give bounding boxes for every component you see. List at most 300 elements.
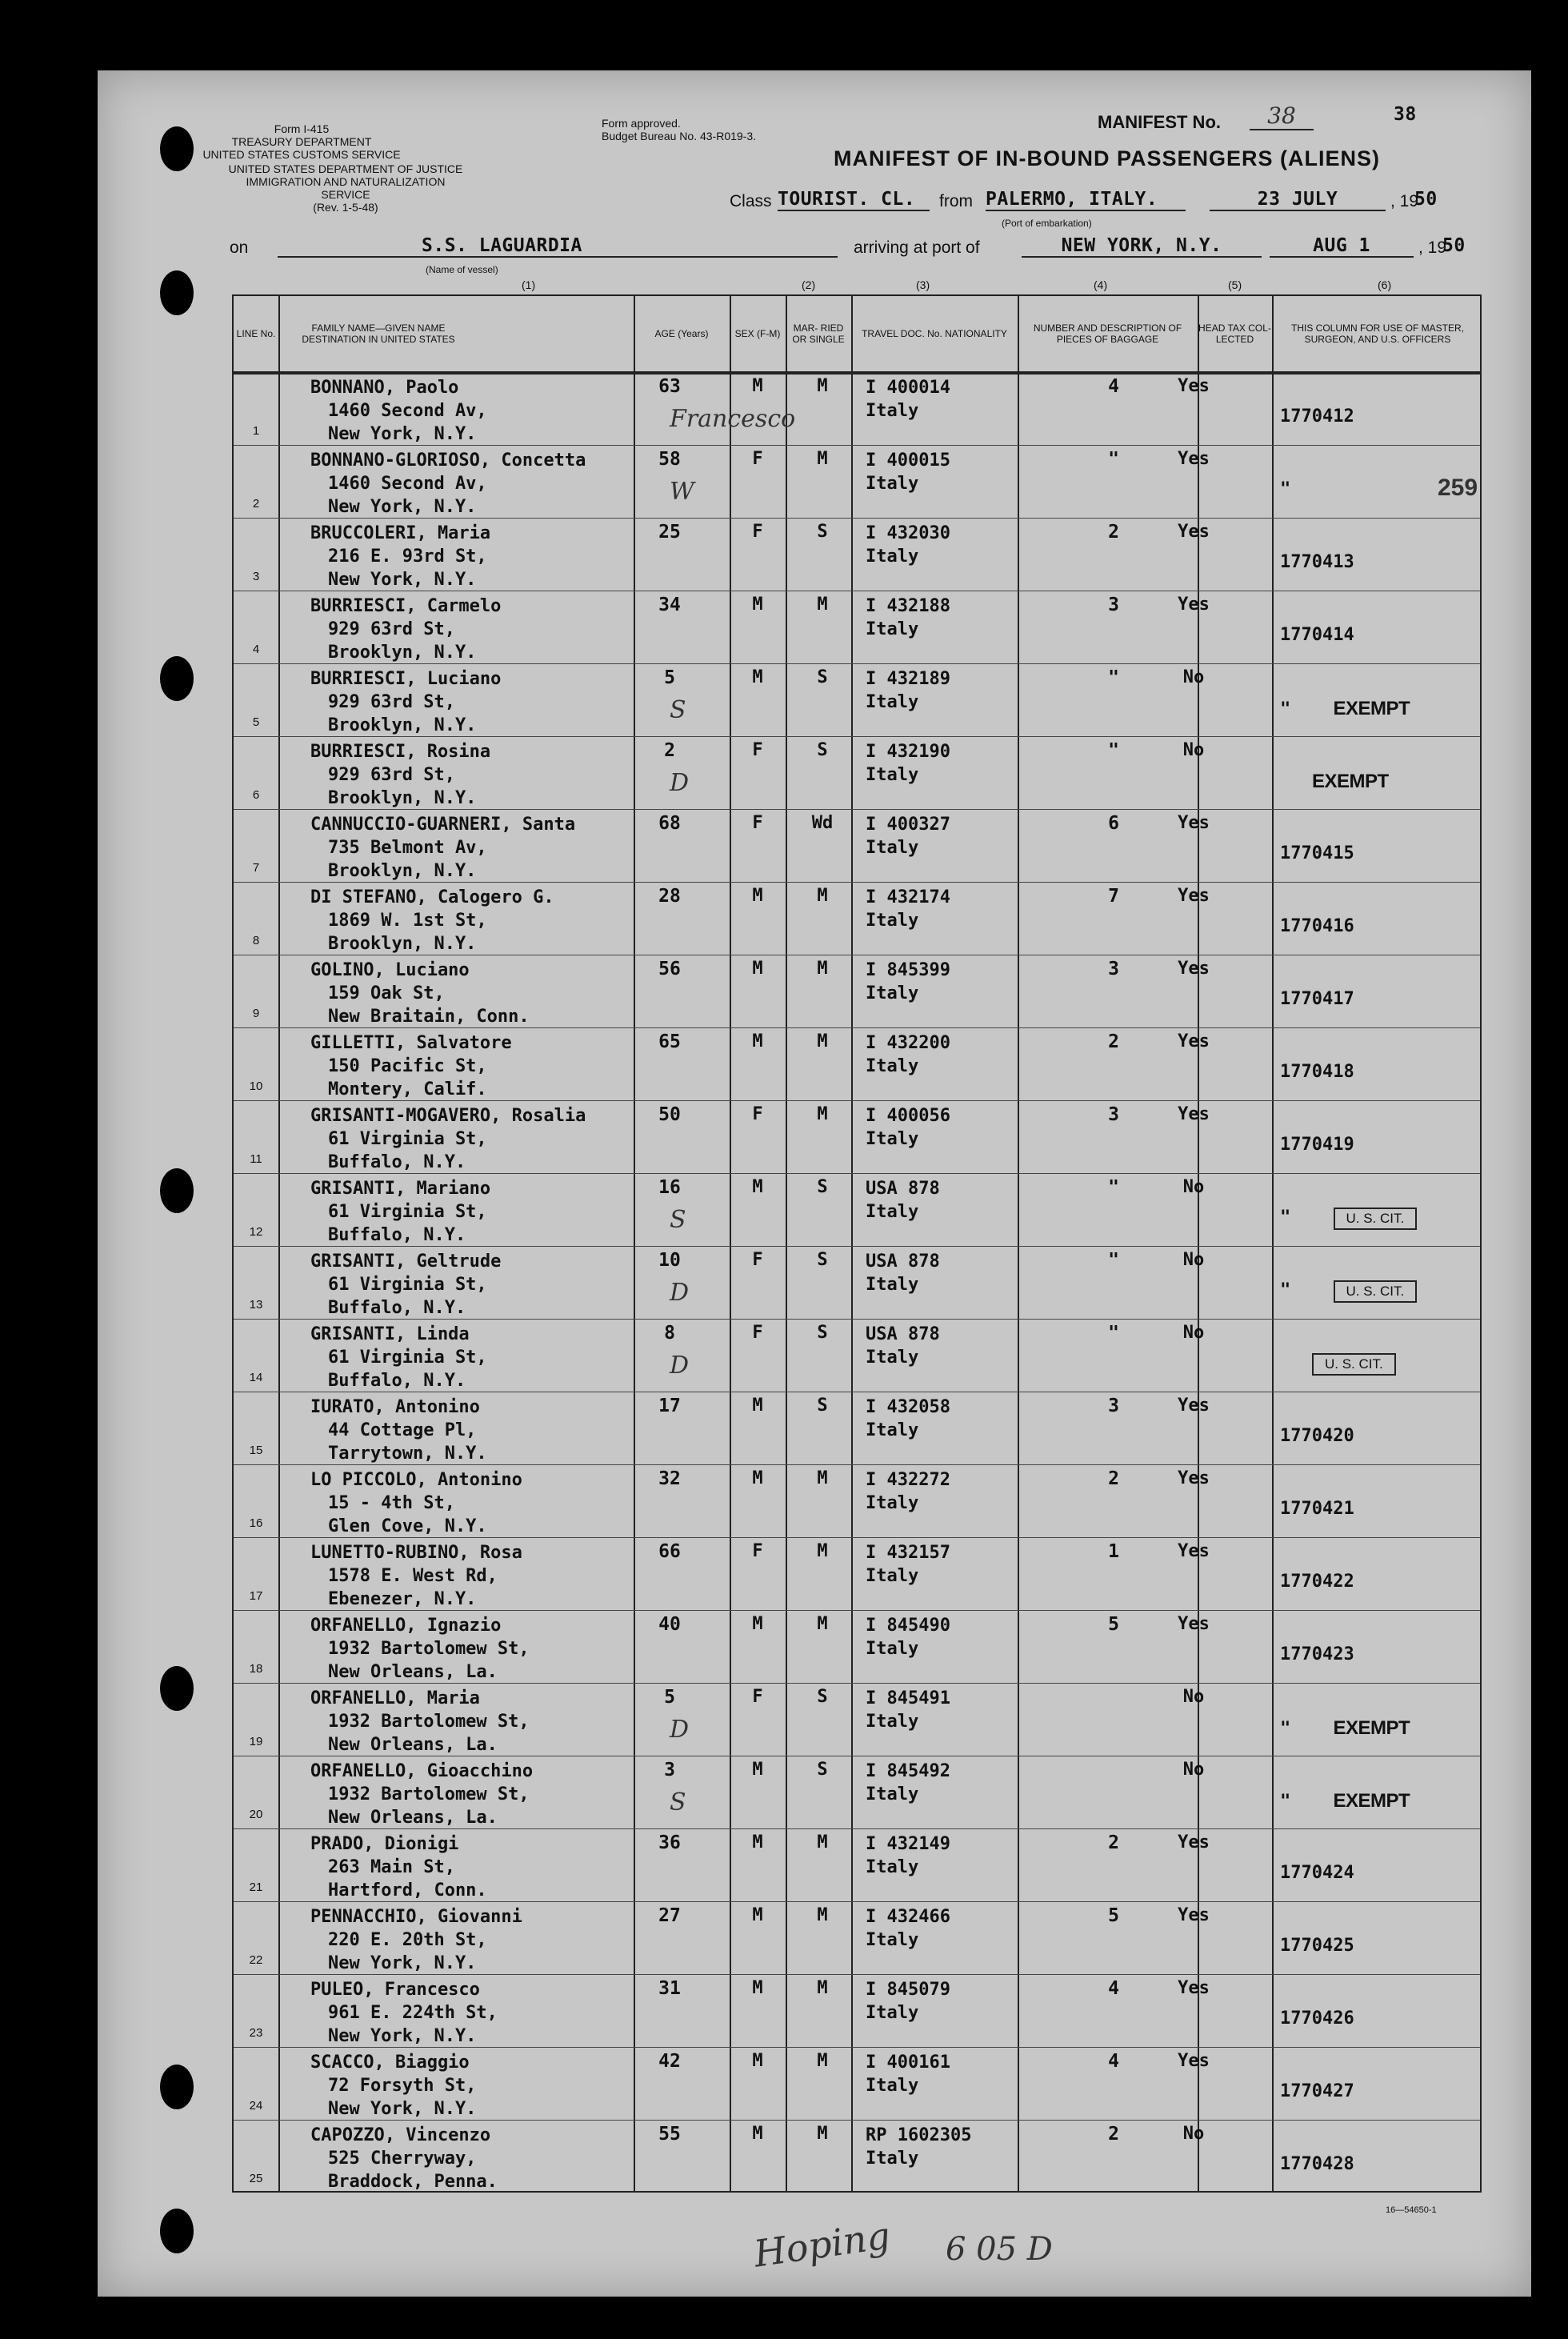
passenger-name-block bbox=[310, 1832, 487, 1902]
line-number: 23 bbox=[249, 2026, 263, 2040]
passenger-name-block bbox=[310, 1468, 522, 1538]
row-divider bbox=[234, 736, 1480, 737]
marital-status: M bbox=[817, 376, 828, 396]
passenger-name: BONNANO-GLORIOSO, Concetta bbox=[310, 451, 586, 471]
class-label: Class bbox=[730, 192, 772, 210]
row-divider bbox=[234, 1828, 1480, 1829]
header-baggage: NUMBER AND DESCRIPTION OF PIECES OF BAGGAGE bbox=[1033, 322, 1182, 345]
table-row bbox=[234, 1394, 1480, 1467]
passenger-name-block bbox=[310, 1760, 533, 1829]
embark-year-prefix: , 19 bbox=[1390, 192, 1419, 210]
travel-doc bbox=[866, 449, 950, 495]
sex: M bbox=[752, 1760, 763, 1780]
nationality: Italy bbox=[866, 1566, 919, 1586]
baggage-count: 3 bbox=[1108, 595, 1119, 615]
passenger-name-block bbox=[310, 1687, 530, 1756]
travel-doc-number: I 432149 bbox=[866, 1834, 950, 1854]
address-street: 61 Virginia St, bbox=[328, 1129, 487, 1149]
baggage-count: " bbox=[1108, 667, 1119, 688]
passenger-name: BURRIESCI, Carmelo bbox=[310, 596, 502, 616]
age: 34 bbox=[658, 595, 681, 615]
marital-status: S bbox=[817, 740, 828, 760]
address-street: 220 E. 20th St, bbox=[328, 1930, 487, 1950]
line-number: 7 bbox=[252, 861, 260, 875]
embark-port: PALERMO, ITALY. bbox=[986, 189, 1186, 211]
marital-status: S bbox=[817, 1177, 828, 1197]
nationality: Italy bbox=[866, 1930, 919, 1950]
address-city: Tarrytown, N.Y. bbox=[328, 1444, 487, 1464]
status-stamp: U. S. CIT. bbox=[1334, 1280, 1418, 1303]
travel-doc bbox=[866, 1104, 950, 1151]
footer-note: 6 05 D bbox=[946, 2231, 1053, 2268]
nationality: Italy bbox=[866, 2076, 919, 2096]
age: 55 bbox=[658, 2124, 681, 2145]
marital-status: M bbox=[817, 1541, 828, 1561]
nationality: Italy bbox=[866, 983, 919, 1003]
passenger-name: GRISANTI, Mariano bbox=[310, 1179, 491, 1199]
head-tax: Yes bbox=[1178, 1614, 1210, 1634]
marital-status: S bbox=[817, 1687, 828, 1707]
baggage-count: 3 bbox=[1108, 1396, 1119, 1416]
line-number: 12 bbox=[249, 1225, 263, 1239]
passenger-name: DI STEFANO, Calogero G. bbox=[310, 887, 554, 907]
passenger-name: BURRIESCI, Rosina bbox=[310, 742, 491, 762]
address-city: Brooklyn, N.Y. bbox=[328, 788, 477, 808]
baggage-count: 3 bbox=[1108, 1104, 1119, 1125]
table-row bbox=[234, 1103, 1480, 1176]
passenger-name-block bbox=[310, 813, 575, 883]
head-tax: Yes bbox=[1178, 813, 1210, 833]
travel-doc bbox=[866, 1614, 950, 1660]
address-city: Buffalo, N.Y. bbox=[328, 1152, 466, 1172]
binder-hole bbox=[160, 1666, 194, 1711]
baggage-count: " bbox=[1108, 449, 1119, 470]
address-street: 150 Pacific St, bbox=[328, 1056, 487, 1076]
row-divider bbox=[234, 1683, 1480, 1684]
address-city: New Orleans, La. bbox=[328, 1662, 498, 1682]
officer-number: 1770428 bbox=[1280, 2154, 1354, 2174]
nationality: Italy bbox=[866, 1056, 919, 1076]
address-city: Brooklyn, N.Y. bbox=[328, 715, 477, 735]
travel-doc bbox=[866, 2124, 971, 2170]
travel-doc bbox=[866, 595, 950, 641]
embark-date: 23 JULY bbox=[1210, 189, 1386, 211]
binder-hole bbox=[160, 2209, 194, 2253]
nationality: Italy bbox=[866, 1129, 919, 1149]
handwritten-mark: D bbox=[670, 1352, 690, 1380]
travel-doc-number: USA 878 bbox=[866, 1252, 940, 1272]
table-row bbox=[234, 1321, 1480, 1394]
travel-doc bbox=[866, 376, 950, 423]
marital-status: S bbox=[817, 1250, 828, 1270]
passenger-name-block bbox=[310, 1541, 522, 1611]
marital-status: M bbox=[817, 1832, 828, 1852]
status-stamp: U. S. CIT. bbox=[1334, 1208, 1418, 1230]
head-tax: Yes bbox=[1178, 959, 1210, 979]
table-row bbox=[234, 374, 1480, 447]
travel-doc bbox=[866, 667, 950, 714]
marital-status: S bbox=[817, 1323, 828, 1343]
passenger-name: BRUCCOLERI, Maria bbox=[310, 523, 491, 543]
row-divider bbox=[234, 663, 1480, 664]
marital-status: M bbox=[817, 2124, 828, 2144]
row-divider bbox=[234, 1246, 1480, 1247]
travel-doc bbox=[866, 1250, 940, 1296]
arrival-port: NEW YORK, N.Y. bbox=[1022, 235, 1262, 258]
baggage-count: 3 bbox=[1108, 959, 1119, 979]
sex: F bbox=[752, 1250, 763, 1270]
sex: F bbox=[752, 1323, 763, 1343]
address-city: Buffalo, N.Y. bbox=[328, 1225, 466, 1245]
address-street: 961 E. 224th St, bbox=[328, 2003, 498, 2023]
baggage-count: " bbox=[1108, 740, 1119, 761]
line-number: 25 bbox=[249, 2172, 263, 2185]
passenger-table bbox=[232, 294, 1482, 2193]
address-city: New Braitain, Conn. bbox=[328, 1007, 530, 1027]
passenger-name: GOLINO, Luciano bbox=[310, 960, 470, 980]
vessel-caption: (Name of vessel) bbox=[426, 264, 498, 275]
officer-column bbox=[1234, 1135, 1474, 1155]
sex: M bbox=[752, 667, 763, 687]
binder-hole bbox=[160, 2065, 194, 2109]
line-number: 10 bbox=[249, 1079, 263, 1093]
officer-column bbox=[1234, 1790, 1474, 1812]
status-stamp: EXEMPT bbox=[1333, 1790, 1410, 1812]
nationality: Italy bbox=[866, 474, 919, 494]
travel-doc bbox=[866, 1978, 950, 2025]
header-line-no: LINE No. bbox=[236, 328, 276, 339]
baggage-count: 4 bbox=[1108, 2051, 1119, 2072]
table-row bbox=[234, 1176, 1480, 1248]
line-number: 11 bbox=[250, 1152, 262, 1166]
age: 50 bbox=[658, 1104, 681, 1125]
age: 17 bbox=[658, 1396, 681, 1416]
line-number: 9 bbox=[252, 1007, 260, 1020]
row-divider bbox=[234, 1974, 1480, 1975]
passenger-name: PENNACCHIO, Giovanni bbox=[310, 1907, 522, 1927]
address-street: 1932 Bartolomew St, bbox=[328, 1639, 530, 1659]
passenger-name-block bbox=[310, 595, 501, 664]
sex: M bbox=[752, 2124, 763, 2144]
age: 36 bbox=[658, 1832, 681, 1853]
sex: M bbox=[752, 1177, 763, 1197]
travel-doc-number: I 432174 bbox=[866, 887, 950, 907]
officer-column bbox=[1234, 843, 1474, 863]
travel-doc-number: I 400015 bbox=[866, 451, 950, 471]
handwritten-mark: Francesco bbox=[670, 405, 796, 433]
handwritten-mark: S bbox=[670, 696, 686, 724]
head-tax: No bbox=[1182, 2124, 1205, 2144]
binder-hole bbox=[160, 270, 194, 315]
port-embark-caption: (Port of embarkation) bbox=[1002, 218, 1092, 229]
officer-number: 1770427 bbox=[1280, 2081, 1354, 2101]
sex: M bbox=[752, 1905, 763, 1925]
nationality: Italy bbox=[866, 2149, 919, 2169]
baggage-count: 5 bbox=[1108, 1614, 1119, 1635]
nationality: Italy bbox=[866, 2003, 919, 2023]
table-row bbox=[234, 2049, 1480, 2122]
manifest-no-typed: 38 bbox=[1394, 104, 1417, 125]
officer-number: 1770414 bbox=[1280, 625, 1354, 645]
table-row bbox=[234, 447, 1480, 520]
marital-status: S bbox=[817, 1760, 828, 1780]
budget-bureau: Budget Bureau No. 43-R019-3. bbox=[602, 130, 757, 142]
line-number: 13 bbox=[249, 1298, 263, 1312]
line-number: 20 bbox=[249, 1808, 263, 1821]
officer-number: " bbox=[1280, 1792, 1291, 1812]
nationality: Italy bbox=[866, 692, 919, 712]
line-number: 16 bbox=[249, 1516, 263, 1530]
line-number: 22 bbox=[249, 1953, 263, 1967]
travel-doc-number: I 400161 bbox=[866, 2053, 950, 2073]
travel-doc-number: I 432188 bbox=[866, 596, 950, 616]
row-divider bbox=[234, 1901, 1480, 1902]
baggage-count: 4 bbox=[1108, 376, 1119, 397]
passenger-name: GRISANTI, Geltrude bbox=[310, 1252, 502, 1272]
head-tax: No bbox=[1182, 1687, 1205, 1707]
baggage-count: 2 bbox=[1108, 2124, 1119, 2145]
row-divider bbox=[234, 445, 1480, 446]
table-row bbox=[234, 1977, 1480, 2049]
travel-doc-number: USA 878 bbox=[866, 1179, 940, 1199]
officer-column bbox=[1234, 698, 1474, 720]
passenger-name-block bbox=[310, 740, 490, 810]
table-row bbox=[234, 666, 1480, 739]
travel-doc-number: I 400014 bbox=[866, 378, 950, 398]
age: 40 bbox=[658, 1614, 681, 1635]
travel-doc bbox=[866, 1760, 950, 1806]
travel-doc-number: I 432189 bbox=[866, 669, 950, 689]
justice-block bbox=[226, 162, 466, 214]
marital-status: M bbox=[817, 1468, 828, 1488]
table-row bbox=[234, 593, 1480, 666]
col-number-5: (5) bbox=[1228, 278, 1242, 291]
sex: M bbox=[752, 1396, 763, 1416]
row-divider bbox=[234, 809, 1480, 810]
travel-doc-number: I 432190 bbox=[866, 742, 950, 762]
nationality: Italy bbox=[866, 911, 919, 931]
travel-doc-number: I 432200 bbox=[866, 1033, 950, 1053]
address-street: 61 Virginia St, bbox=[328, 1275, 487, 1295]
marital-status: M bbox=[817, 1104, 828, 1124]
officer-column bbox=[1234, 407, 1474, 427]
table-row bbox=[234, 1904, 1480, 1977]
travel-doc-number: I 432157 bbox=[866, 1543, 950, 1563]
age: 31 bbox=[658, 1978, 681, 1999]
address-city: Buffalo, N.Y. bbox=[328, 1298, 466, 1318]
travel-doc bbox=[866, 886, 950, 932]
col-number-2: (2) bbox=[802, 278, 816, 291]
col-number-3: (3) bbox=[916, 278, 930, 291]
travel-doc-number: I 432272 bbox=[866, 1470, 950, 1490]
nationality: Italy bbox=[866, 1420, 919, 1440]
officer-column bbox=[1234, 1717, 1474, 1740]
table-row bbox=[234, 1685, 1480, 1758]
officer-number: 1770418 bbox=[1280, 1062, 1354, 1082]
officer-number: 1770426 bbox=[1280, 2009, 1354, 2029]
head-tax: No bbox=[1182, 667, 1205, 687]
address-city: Ebenezer, N.Y. bbox=[328, 1589, 477, 1609]
age: 32 bbox=[658, 1468, 681, 1489]
officer-number: " bbox=[1280, 1280, 1291, 1300]
officer-column bbox=[1234, 1062, 1474, 1082]
print-code: 16—54650-1 bbox=[1386, 2205, 1437, 2215]
table-row bbox=[234, 957, 1480, 1030]
passenger-name: BONNANO, Paolo bbox=[310, 378, 459, 398]
baggage-count: 1 bbox=[1108, 1541, 1119, 1562]
baggage-count: " bbox=[1108, 1177, 1119, 1198]
sex: M bbox=[752, 595, 763, 615]
head-tax: Yes bbox=[1178, 1832, 1210, 1852]
officer-column bbox=[1234, 1644, 1474, 1664]
manifest-page bbox=[98, 70, 1531, 2297]
header-head-tax: HEAD TAX COL- LECTED bbox=[1198, 322, 1271, 345]
row-divider bbox=[234, 1027, 1480, 1028]
passenger-name-block bbox=[310, 376, 487, 446]
table-row bbox=[234, 1831, 1480, 1904]
travel-doc bbox=[866, 1468, 950, 1515]
table-row bbox=[234, 520, 1480, 593]
officer-column bbox=[1234, 771, 1474, 793]
travel-doc bbox=[866, 1687, 950, 1733]
officer-column bbox=[1234, 2081, 1474, 2101]
nationality: Italy bbox=[866, 1348, 919, 1368]
table-row bbox=[234, 1030, 1480, 1103]
officer-column bbox=[1234, 1863, 1474, 1883]
marital-status: M bbox=[817, 1614, 828, 1634]
line-number: 18 bbox=[249, 1662, 263, 1676]
address-city: Brooklyn, N.Y. bbox=[328, 861, 477, 881]
line-number: 14 bbox=[249, 1371, 263, 1384]
address-street: 1869 W. 1st St, bbox=[328, 911, 487, 931]
travel-doc-number: I 432058 bbox=[866, 1397, 950, 1417]
baggage-count: 5 bbox=[1108, 1905, 1119, 1926]
sex: M bbox=[752, 376, 763, 396]
address-city: New York, N.Y. bbox=[328, 497, 477, 517]
travel-doc-number: I 432466 bbox=[866, 1907, 950, 1927]
passenger-name: ORFANELLO, Gioacchino bbox=[310, 1761, 534, 1781]
table-row bbox=[234, 1758, 1480, 1831]
marital-status: M bbox=[817, 1905, 828, 1925]
line-number: 15 bbox=[249, 1444, 263, 1457]
address-city: New York, N.Y. bbox=[328, 2026, 477, 2046]
sex: F bbox=[752, 813, 763, 833]
officer-number: 1770415 bbox=[1280, 843, 1354, 863]
head-tax: Yes bbox=[1178, 1468, 1210, 1488]
address-city: New York, N.Y. bbox=[328, 1953, 477, 1973]
passenger-name-block bbox=[310, 1614, 530, 1684]
age: 63 bbox=[658, 376, 681, 397]
passenger-name-block bbox=[310, 1396, 487, 1465]
address-street: 929 63rd St, bbox=[328, 765, 455, 785]
passenger-name-block bbox=[310, 1177, 490, 1247]
passenger-name-block bbox=[310, 449, 586, 519]
marital-status: S bbox=[817, 667, 828, 687]
age: 16 bbox=[658, 1177, 681, 1198]
officer-number: 1770422 bbox=[1280, 1572, 1354, 1592]
nationality: Italy bbox=[866, 401, 919, 421]
travel-doc bbox=[866, 959, 950, 1005]
line-number: 8 bbox=[252, 934, 260, 947]
officer-number: 1770413 bbox=[1280, 552, 1354, 572]
handwritten-mark: S bbox=[670, 1206, 686, 1234]
line-number: 17 bbox=[249, 1589, 263, 1603]
row-divider bbox=[234, 518, 1480, 519]
status-stamp: EXEMPT bbox=[1333, 698, 1410, 719]
baggage-count: 7 bbox=[1108, 886, 1119, 907]
travel-doc-number: I 400327 bbox=[866, 815, 950, 835]
age: 3 bbox=[664, 1760, 675, 1780]
page-title: MANIFEST OF IN-BOUND PASSENGERS (ALIENS) bbox=[834, 146, 1381, 170]
address-city: Brooklyn, N.Y. bbox=[328, 934, 477, 954]
manifest-no-label: MANIFEST No. bbox=[1098, 112, 1221, 132]
nationality: Italy bbox=[866, 765, 919, 785]
row-divider bbox=[234, 882, 1480, 883]
address-city: New York, N.Y. bbox=[328, 2099, 477, 2119]
travel-doc-number: I 845490 bbox=[866, 1616, 950, 1636]
passenger-name-block bbox=[310, 1323, 487, 1392]
passenger-name: LUNETTO-RUBINO, Rosa bbox=[310, 1543, 522, 1563]
sex: F bbox=[752, 1104, 763, 1124]
passenger-name: GRISANTI-MOGAVERO, Rosalia bbox=[310, 1106, 586, 1126]
travel-doc bbox=[866, 1905, 950, 1952]
officer-number: 1770416 bbox=[1280, 916, 1354, 936]
status-stamp: EXEMPT bbox=[1312, 771, 1389, 792]
officer-number: " bbox=[1280, 1208, 1291, 1228]
officer-number: 1770421 bbox=[1280, 1499, 1354, 1519]
line-number: 2 bbox=[252, 497, 260, 511]
passenger-name-block bbox=[310, 959, 530, 1028]
nationality: Italy bbox=[866, 547, 919, 567]
officer-number: " bbox=[1280, 1719, 1291, 1739]
officer-column bbox=[1234, 625, 1474, 645]
address-city: Brooklyn, N.Y. bbox=[328, 643, 477, 663]
age: 25 bbox=[658, 522, 681, 543]
head-tax: Yes bbox=[1178, 449, 1210, 469]
age: 66 bbox=[658, 1541, 681, 1562]
table-row bbox=[234, 1540, 1480, 1612]
head-tax: Yes bbox=[1178, 522, 1210, 542]
ins-name: IMMIGRATION AND NATURALIZATION SERVICE bbox=[246, 175, 446, 201]
head-tax: Yes bbox=[1178, 1396, 1210, 1416]
travel-doc bbox=[866, 1177, 940, 1224]
passenger-name: IURATO, Antonino bbox=[310, 1397, 480, 1417]
form-approved: Form approved. bbox=[602, 117, 681, 130]
passenger-name: PULEO, Francesco bbox=[310, 1980, 480, 2000]
marital-status: S bbox=[817, 1396, 828, 1416]
travel-doc-number: USA 878 bbox=[866, 1324, 940, 1344]
officer-number: 1770417 bbox=[1280, 989, 1354, 1009]
travel-doc-number: I 845399 bbox=[866, 960, 950, 980]
header-age: AGE (Years) bbox=[654, 328, 709, 339]
margin-stamp: 259 bbox=[1438, 475, 1478, 501]
signature: Hoping bbox=[751, 2213, 893, 2276]
table-row bbox=[234, 1248, 1480, 1321]
marital-status: M bbox=[817, 1978, 828, 1998]
officer-column bbox=[1234, 1499, 1474, 1519]
address-city: New York, N.Y. bbox=[328, 570, 477, 590]
address-street: 216 E. 93rd St, bbox=[328, 547, 487, 567]
form-id-block bbox=[202, 122, 402, 161]
address-street: 1932 Bartolomew St, bbox=[328, 1784, 530, 1804]
header-travel-doc: TRAVEL DOC. No. NATIONALITY bbox=[862, 328, 1007, 339]
row-divider bbox=[234, 1464, 1480, 1465]
head-tax: Yes bbox=[1178, 886, 1210, 906]
travel-doc bbox=[866, 1832, 950, 1879]
sex: M bbox=[752, 1832, 763, 1852]
passenger-name: ORFANELLO, Maria bbox=[310, 1688, 480, 1708]
baggage-count: " bbox=[1108, 1323, 1119, 1344]
